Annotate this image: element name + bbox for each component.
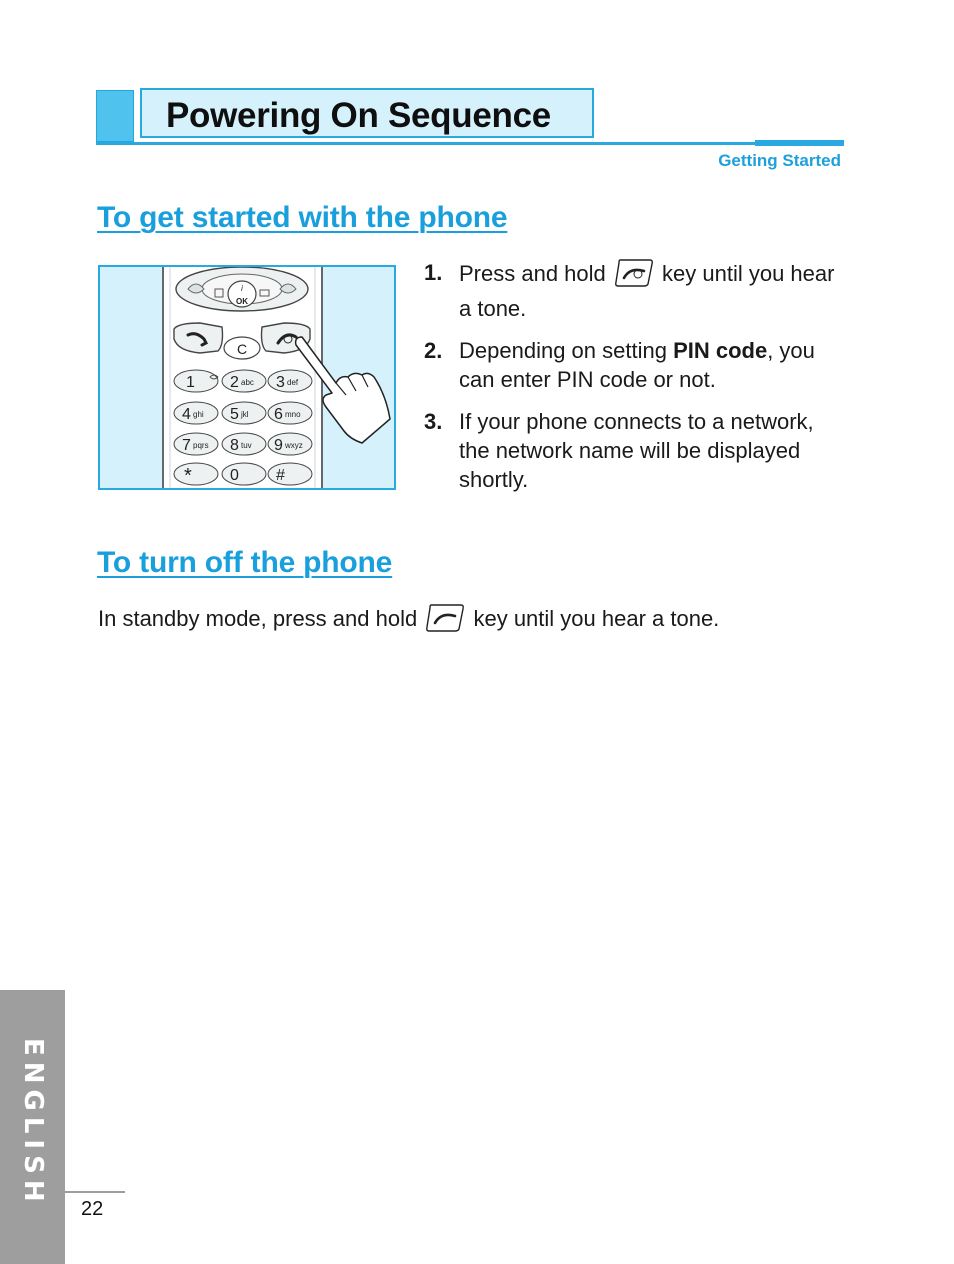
page-title: Powering On Sequence	[166, 96, 551, 135]
power-on-steps	[424, 258, 844, 507]
header-rule	[96, 142, 844, 145]
key-5: 5	[230, 406, 239, 423]
step-2	[424, 336, 844, 394]
key-4-letters: ghi	[193, 410, 204, 419]
step-1-text-before: Press and hold	[459, 261, 606, 286]
power-end-key-icon	[614, 258, 654, 294]
title-accent-block	[96, 90, 134, 142]
key-3: 3	[276, 374, 285, 391]
step-1-text-after: key until you hear a tone.	[459, 261, 835, 321]
key-2-letters: abc	[241, 378, 254, 387]
phone-drawing	[100, 267, 394, 488]
header-rule-tab	[755, 140, 844, 146]
step-2-number: 2.	[424, 338, 443, 363]
language-label: ENGLISH	[18, 1038, 48, 1208]
end-key-icon	[425, 603, 465, 639]
key-5-letters: jkl	[241, 410, 249, 419]
key-7-letters: pqrs	[193, 441, 209, 450]
key-8: 8	[230, 437, 239, 454]
turn-off-instruction	[98, 603, 719, 639]
section-label: Getting Started	[718, 151, 841, 170]
step-2-text-after: , you can enter PIN code or not.	[459, 338, 815, 392]
key-6: 6	[274, 406, 283, 423]
step-2-text-before: Depending on setting	[459, 338, 667, 363]
svg-text:i: i	[240, 284, 244, 293]
phone-keypad-illustration	[98, 265, 396, 490]
step-3-number: 3.	[424, 409, 443, 434]
key-1: 1	[186, 374, 195, 391]
ok-key-label: OK	[236, 297, 248, 306]
step-1-number: 1.	[424, 260, 443, 285]
key-2: 2	[230, 374, 239, 391]
key-7: 7	[182, 437, 191, 454]
page-number-rule	[65, 1191, 125, 1193]
key-star: *	[184, 465, 192, 487]
key-8-letters: tuv	[241, 441, 252, 450]
key-4: 4	[182, 406, 191, 423]
key-hash: #	[276, 467, 285, 484]
page-number: 22	[81, 1198, 104, 1220]
step-1	[424, 258, 844, 323]
step-3-text: If your phone connects to a network, the network name will be displayed shortly.	[459, 409, 814, 492]
turn-off-text-before: In standby mode, press and hold	[98, 606, 418, 631]
key-0: 0	[230, 467, 239, 484]
title-banner	[140, 88, 594, 138]
key-6-letters: mno	[285, 410, 301, 419]
key-9-letters: wxyz	[285, 441, 303, 450]
pin-code-term: PIN code	[673, 338, 768, 363]
key-9: 9	[274, 437, 283, 454]
heading-get-started: To get started with the phone	[97, 201, 508, 234]
step-3	[424, 407, 844, 494]
key-3-letters: def	[287, 378, 299, 387]
clear-key-label: C	[236, 341, 248, 357]
turn-off-text-after: key until you hear a tone.	[473, 606, 720, 631]
heading-turn-off: To turn off the phone	[97, 546, 393, 579]
